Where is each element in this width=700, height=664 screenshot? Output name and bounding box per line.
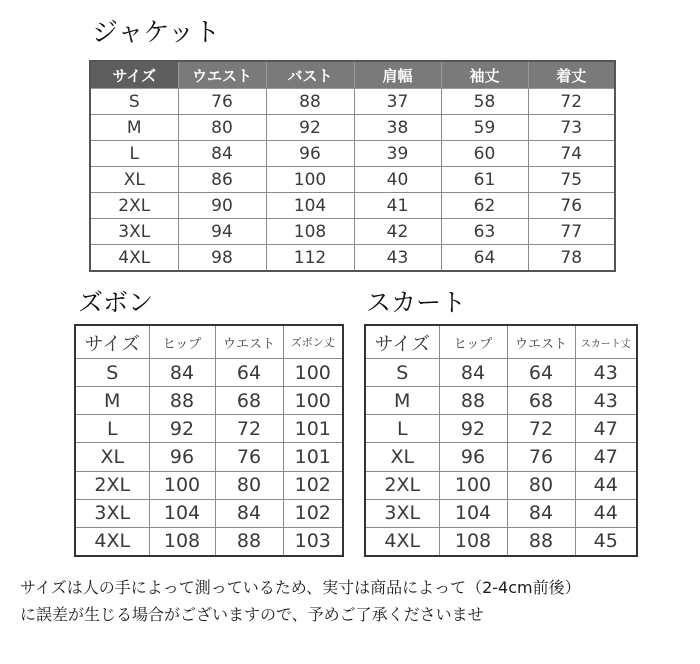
table-cell: 73 <box>528 115 615 141</box>
table-cell: L <box>75 415 149 443</box>
table-cell: 108 <box>266 219 354 245</box>
table-row <box>90 89 615 115</box>
table-cell: 43 <box>575 359 637 387</box>
table-row <box>90 245 615 272</box>
table-cell: 100 <box>149 471 215 499</box>
table-row <box>365 471 637 499</box>
table-cell: S <box>365 359 439 387</box>
table-cell: 80 <box>178 115 266 141</box>
table-cell: 77 <box>528 219 615 245</box>
table-cell: M <box>365 387 439 415</box>
table-row <box>90 219 615 245</box>
table-cell: XL <box>365 443 439 471</box>
table-cell: 68 <box>507 387 575 415</box>
table-cell: 88 <box>215 527 283 556</box>
column-header: サイズ <box>365 325 439 359</box>
table-cell: 101 <box>283 415 343 443</box>
column-header: スカート丈 <box>575 325 637 359</box>
table-cell: 100 <box>283 387 343 415</box>
table-cell: 88 <box>507 527 575 556</box>
table-cell: 84 <box>178 141 266 167</box>
table-cell: 2XL <box>75 471 149 499</box>
table-cell: 44 <box>575 471 637 499</box>
table-row <box>365 387 637 415</box>
table-cell: 86 <box>178 167 266 193</box>
table-cell: 41 <box>354 193 441 219</box>
table-cell: 101 <box>283 443 343 471</box>
table-cell: 72 <box>215 415 283 443</box>
table-cell: 39 <box>354 141 441 167</box>
table-cell: 98 <box>178 245 266 272</box>
table-cell: 43 <box>575 387 637 415</box>
table-cell: 75 <box>528 167 615 193</box>
table-row <box>75 359 343 387</box>
table-cell: 40 <box>354 167 441 193</box>
table-cell: 43 <box>354 245 441 272</box>
table-row <box>75 527 343 556</box>
table-cell: 4XL <box>90 245 178 272</box>
table-row <box>75 415 343 443</box>
table-cell: 2XL <box>365 471 439 499</box>
table-cell: 64 <box>507 359 575 387</box>
column-header: ヒップ <box>149 325 215 359</box>
column-header: ウエスト <box>507 325 575 359</box>
table-cell: 3XL <box>75 499 149 527</box>
column-header: 着丈 <box>528 61 615 89</box>
table-cell: 80 <box>507 471 575 499</box>
table-cell: 108 <box>149 527 215 556</box>
table-cell: 84 <box>149 359 215 387</box>
table-cell: 96 <box>149 443 215 471</box>
table-row <box>90 141 615 167</box>
table-cell: 104 <box>149 499 215 527</box>
table-row <box>365 359 637 387</box>
table-row <box>365 527 637 556</box>
table-cell: 100 <box>266 167 354 193</box>
pants-size-table <box>74 324 344 557</box>
table-cell: 42 <box>354 219 441 245</box>
table-cell: 58 <box>441 89 528 115</box>
table-cell: 76 <box>507 443 575 471</box>
table-cell: 4XL <box>365 527 439 556</box>
table-row <box>365 499 637 527</box>
table-row <box>90 193 615 219</box>
table-cell: 84 <box>215 499 283 527</box>
table-cell: 59 <box>441 115 528 141</box>
table-cell: 94 <box>178 219 266 245</box>
pants-title: ズボン <box>78 288 154 317</box>
column-header: ヒップ <box>439 325 507 359</box>
column-header: サイズ <box>75 325 149 359</box>
table-cell: 108 <box>439 527 507 556</box>
table-cell: 90 <box>178 193 266 219</box>
table-cell: 62 <box>441 193 528 219</box>
table-header-row <box>365 325 637 359</box>
table-cell: 92 <box>149 415 215 443</box>
skirt-size-table <box>364 324 638 557</box>
table-cell: 102 <box>283 471 343 499</box>
jacket-size-table <box>89 60 616 272</box>
table-cell: 2XL <box>90 193 178 219</box>
table-row <box>90 167 615 193</box>
table-cell: XL <box>75 443 149 471</box>
table-cell: 72 <box>507 415 575 443</box>
table-cell: 92 <box>439 415 507 443</box>
table-cell: 76 <box>178 89 266 115</box>
table-cell: 74 <box>528 141 615 167</box>
measurement-note-line-2: に誤差が生じる場合がございますので、予めご了承くださいませ <box>20 605 484 624</box>
table-cell: 64 <box>441 245 528 272</box>
table-cell: 96 <box>266 141 354 167</box>
table-cell: 38 <box>354 115 441 141</box>
table-cell: 72 <box>528 89 615 115</box>
column-header: ズボン丈 <box>283 325 343 359</box>
column-header: バスト <box>266 61 354 89</box>
table-cell: 88 <box>439 387 507 415</box>
table-header-row <box>90 61 615 89</box>
table-cell: 78 <box>528 245 615 272</box>
table-cell: 100 <box>283 359 343 387</box>
table-row <box>90 115 615 141</box>
table-cell: 84 <box>507 499 575 527</box>
table-row <box>365 443 637 471</box>
table-row <box>75 387 343 415</box>
table-row <box>75 443 343 471</box>
table-cell: 60 <box>441 141 528 167</box>
table-cell: 61 <box>441 167 528 193</box>
table-cell: M <box>90 115 178 141</box>
table-row <box>75 499 343 527</box>
table-cell: L <box>365 415 439 443</box>
table-cell: 44 <box>575 499 637 527</box>
column-header: 袖丈 <box>441 61 528 89</box>
table-row <box>75 471 343 499</box>
table-cell: 3XL <box>90 219 178 245</box>
table-cell: 64 <box>215 359 283 387</box>
table-cell: 76 <box>215 443 283 471</box>
table-cell: 3XL <box>365 499 439 527</box>
table-cell: 76 <box>528 193 615 219</box>
table-cell: 104 <box>439 499 507 527</box>
table-cell: 37 <box>354 89 441 115</box>
table-cell: XL <box>90 167 178 193</box>
table-cell: 84 <box>439 359 507 387</box>
table-cell: 47 <box>575 415 637 443</box>
skirt-title: スカート <box>366 288 467 317</box>
column-header: 肩幅 <box>354 61 441 89</box>
column-header: サイズ <box>90 61 178 89</box>
table-cell: 100 <box>439 471 507 499</box>
table-cell: L <box>90 141 178 167</box>
measurement-note-line-1: サイズは人の手によって測っているため、実寸は商品によって（2-4cm前後） <box>20 578 581 597</box>
table-cell: 96 <box>439 443 507 471</box>
table-cell: 63 <box>441 219 528 245</box>
table-cell: 102 <box>283 499 343 527</box>
table-cell: M <box>75 387 149 415</box>
table-cell: 88 <box>266 89 354 115</box>
table-cell: S <box>90 89 178 115</box>
column-header: ウエスト <box>178 61 266 89</box>
table-cell: 104 <box>266 193 354 219</box>
table-cell: 47 <box>575 443 637 471</box>
table-cell: 92 <box>266 115 354 141</box>
table-cell: 68 <box>215 387 283 415</box>
table-cell: S <box>75 359 149 387</box>
table-cell: 112 <box>266 245 354 272</box>
table-cell: 45 <box>575 527 637 556</box>
table-row <box>365 415 637 443</box>
table-cell: 88 <box>149 387 215 415</box>
table-header-row <box>75 325 343 359</box>
column-header: ウエスト <box>215 325 283 359</box>
table-cell: 80 <box>215 471 283 499</box>
table-cell: 103 <box>283 527 343 556</box>
table-cell: 4XL <box>75 527 149 556</box>
jacket-title: ジャケット <box>92 18 221 48</box>
